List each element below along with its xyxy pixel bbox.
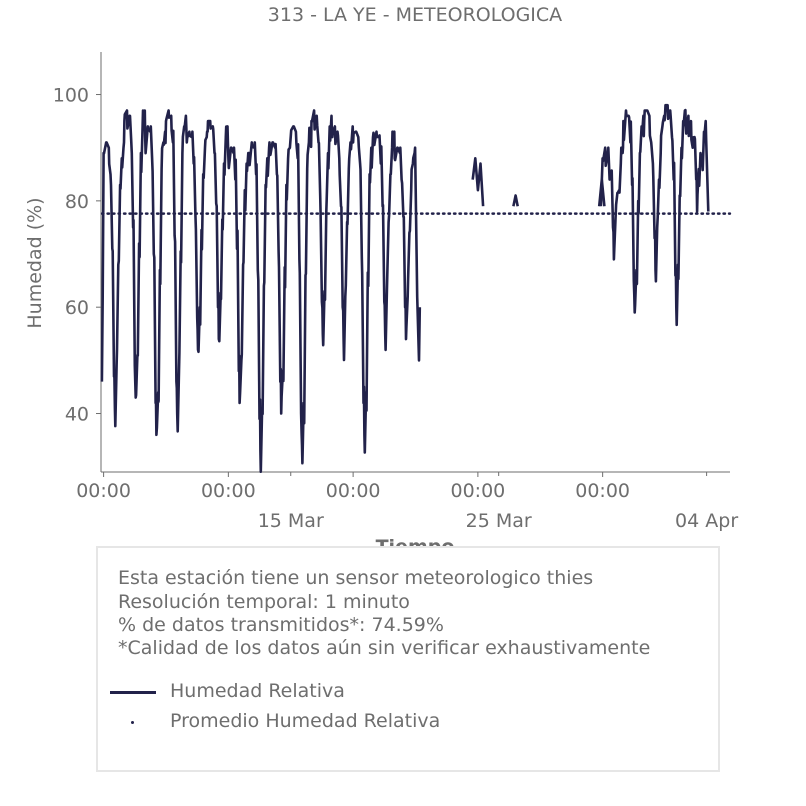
humidity-series-fragment xyxy=(473,158,483,206)
y-tick-label: 40 xyxy=(64,403,89,426)
series-layer xyxy=(102,105,730,472)
x-minor-tick-label: 15 Mar xyxy=(257,510,324,532)
x-major-tick-label: 00:00 xyxy=(575,480,631,502)
humidity-series-line xyxy=(102,111,420,472)
legend-dot-swatch xyxy=(131,721,134,724)
x-major-tick-label: 00:00 xyxy=(200,480,256,502)
info-line-transmitted: % de datos transmitidos*: 74.59% xyxy=(118,614,444,636)
y-tick-label: 100 xyxy=(52,84,89,107)
legend-item-humidity xyxy=(110,680,670,704)
y-tick-label: 80 xyxy=(64,190,89,213)
legend-label-average: Promedio Humedad Relativa xyxy=(170,710,441,732)
chart-title: 313 - LA YE - METEOROLOGICA xyxy=(267,4,563,26)
x-major-tick-label: 00:00 xyxy=(450,480,506,502)
x-major-tick-label: 00:00 xyxy=(76,480,131,502)
legend-line-swatch xyxy=(110,691,156,694)
x-ticks xyxy=(76,472,738,532)
x-major-tick-label: 00:00 xyxy=(325,480,381,502)
info-box xyxy=(96,546,720,772)
plot-area xyxy=(53,52,739,532)
info-line-sensor: Esta estación tiene un sensor meteorologico thies xyxy=(118,567,594,589)
humidity-series-fragment xyxy=(513,196,517,207)
legend-label-humidity: Humedad Relativa xyxy=(170,680,345,702)
info-line-resolution: Resolución temporal: 1 minuto xyxy=(118,591,410,613)
y-axis-label: Humedad (%) xyxy=(24,197,46,329)
info-line-quality-note: *Calidad de los datos aún sin verificar exhaustivamente xyxy=(118,637,651,659)
y-tick-label: 60 xyxy=(64,297,89,320)
x-minor-tick-label: 04 Apr xyxy=(675,510,739,532)
humidity-series-line-late xyxy=(601,105,708,325)
legend-item-average xyxy=(110,710,670,734)
x-minor-tick-label: 25 Mar xyxy=(465,510,532,532)
y-ticks xyxy=(53,85,101,426)
